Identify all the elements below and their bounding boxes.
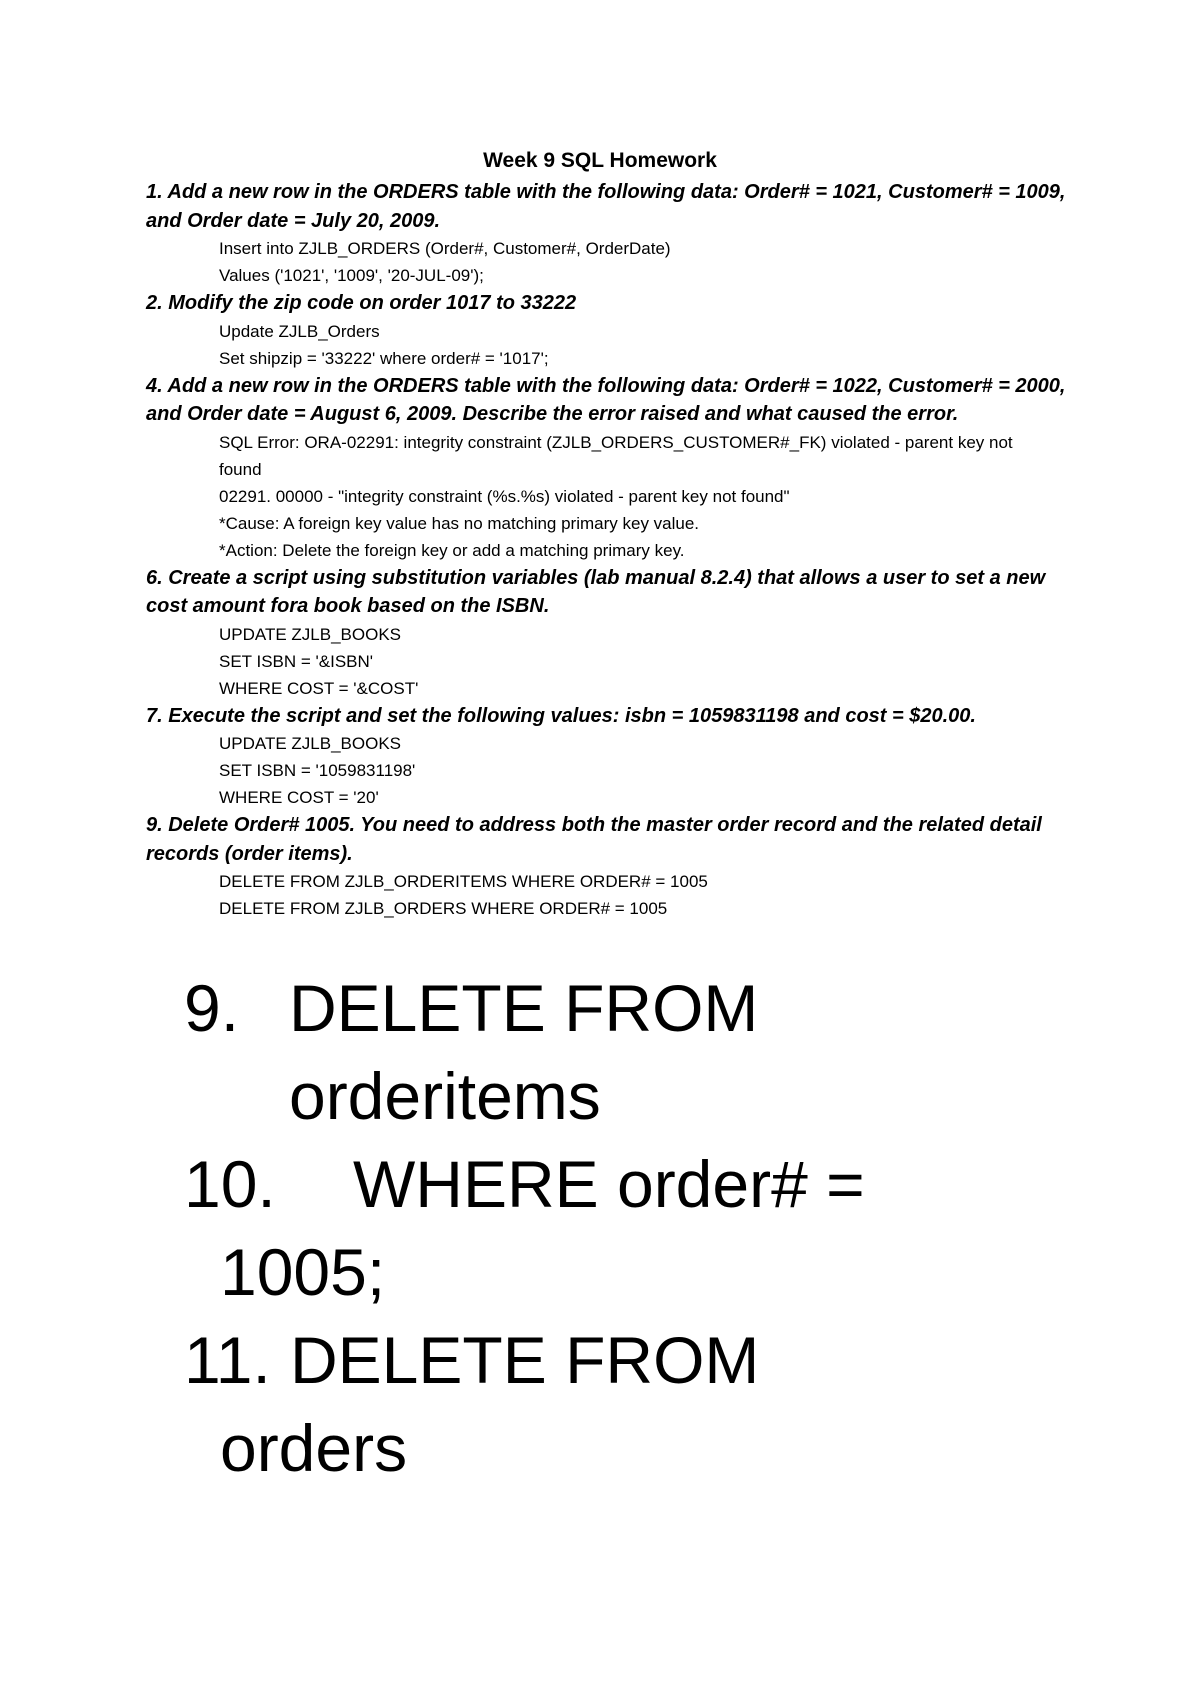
answer-4-line-1: SQL Error: ORA-02291: integrity constraint (ZJLB_ORDERS_CUSTOMER#_FK) violated - parent key not found xyxy=(219,432,1013,479)
list-number: 10. xyxy=(184,1147,276,1221)
answer-9-line-1: DELETE FROM ZJLB_ORDERITEMS WHERE ORDER# = 1005 xyxy=(219,872,708,891)
answer-4-line-2: 02291. 00000 - "integrity constraint (%s.%s) violated - parent key not found" xyxy=(219,486,790,506)
question-6: 6. Create a script using substitution variables (lab manual 8.2.4) that allows a user to set a new cost amount fora book based on the ISBN. xyxy=(146,566,1046,617)
answer-6-line-1: UPDATE ZJLB_BOOKS xyxy=(219,624,402,644)
list-number: 9. xyxy=(184,971,240,1045)
answer-7-line-3: WHERE COST = '20' xyxy=(219,788,379,807)
answer-7-line-1: UPDATE ZJLB_BOOKS xyxy=(219,734,402,753)
answer-2-line-2: Set shipzip = '33222' where order# = '1017'; xyxy=(219,348,549,368)
list-item-line: orderitems xyxy=(289,1059,601,1133)
answer-1-line-2: Values ('1021', '1009', '20-JUL-09'); xyxy=(219,266,484,285)
large-list-item xyxy=(184,964,1144,1140)
list-item-line: 1005; xyxy=(220,1235,386,1309)
answer-1-line-1: Insert into ZJLB_ORDERS (Order#, Customer#, OrderDate) xyxy=(219,239,671,258)
answer-6-line-2: SET ISBN = '&ISBN' xyxy=(219,651,374,671)
question-7: 7. Execute the script and set the following values: isbn = 1059831198 and cost = $20.00. xyxy=(146,704,976,727)
homework-body xyxy=(146,178,1066,922)
document-title: Week 9 SQL Homework xyxy=(483,149,717,172)
large-list-item xyxy=(184,1140,1144,1316)
answer-4-line-3: *Cause: A foreign key value has no matching primary key value. xyxy=(219,513,700,533)
list-item-text xyxy=(220,1316,1144,1492)
question-1: 1. Add a new row in the ORDERS table with the following data: Order# = 1021, Customer# = 1009, and Order date = July 20, 2009. xyxy=(146,181,1066,232)
answer-4-line-4: *Action: Delete the foreign key or add a matching primary key. xyxy=(219,540,685,560)
large-numbered-list xyxy=(184,964,1144,1492)
list-item-line: DELETE FROM xyxy=(290,1323,760,1397)
list-number: 11. xyxy=(184,1323,271,1397)
answer-9-line-2: DELETE FROM ZJLB_ORDERS WHERE ORDER# = 1005 xyxy=(219,899,668,918)
list-item-text xyxy=(289,964,1144,1140)
question-4: 4. Add a new row in the ORDERS table with the following data: Order# = 1022, Customer# = 2000, and Order date = August 6, 2009. Describe the error raised and what caused the error. xyxy=(146,374,1066,425)
list-item-line: DELETE FROM xyxy=(289,971,759,1045)
question-2: 2. Modify the zip code on order 1017 to 33222 xyxy=(146,292,577,314)
list-item-line: WHERE order# = xyxy=(353,1147,865,1221)
question-9: 9. Delete Order# 1005. You need to address both the master order record and the related detail records (order items). xyxy=(146,814,1042,865)
answer-6-line-3: WHERE COST = '&COST' xyxy=(219,678,419,698)
answer-7-line-2: SET ISBN = '1059831198' xyxy=(219,761,416,780)
list-item-text xyxy=(220,1140,1144,1316)
large-list-item xyxy=(184,1316,1144,1492)
list-item-line: orders xyxy=(220,1411,408,1485)
answer-2-line-1: Update ZJLB_Orders xyxy=(219,321,380,341)
